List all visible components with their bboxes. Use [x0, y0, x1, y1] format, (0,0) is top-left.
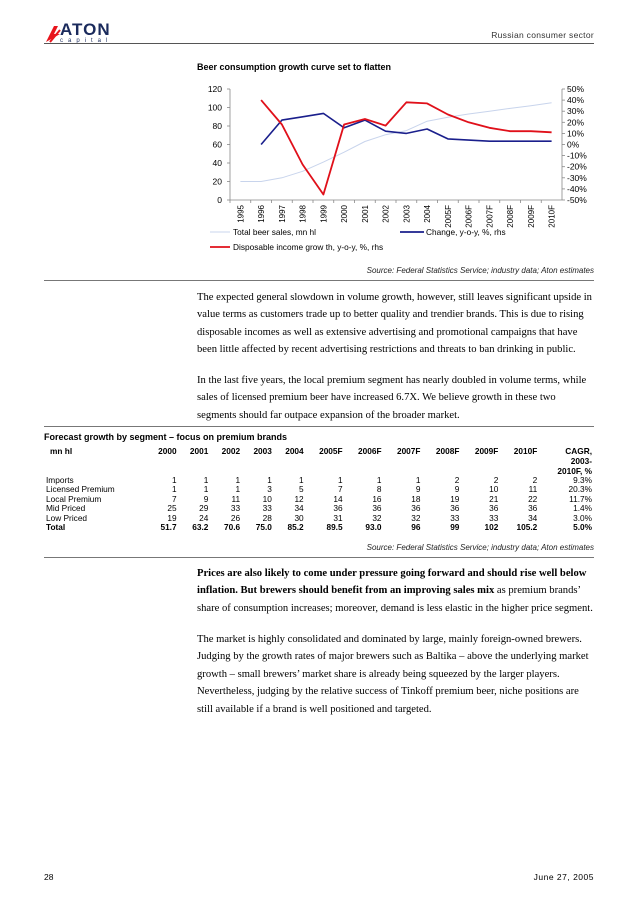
- x-tick-label: 1995: [236, 205, 246, 223]
- table-cell: 33: [262, 503, 272, 514]
- table-cell: 8: [376, 484, 382, 495]
- table-cell: 26: [230, 512, 241, 523]
- col-header: 2003: [253, 446, 272, 456]
- table-cell: 19: [167, 512, 177, 523]
- table-cell: 2: [493, 475, 499, 485]
- table-cell: 36: [450, 503, 460, 514]
- left-tick-label: 100: [207, 102, 222, 113]
- paragraph-consolidation: The market is highly consolidated and dominated by large, mainly foreign-owned brewers. Judging by the growth rates of major brewers such as Baltika – above the underlying market growth – small brewers’ market share is already being squeezed by the larger players. Nevertheless, judging by the relative success of Tinkoff premium beer, niche positions are still available if a brand is well positioned and targeted.: [197, 634, 589, 715]
- paragraph-prices: [197, 565, 595, 617]
- table-cell: 29: [199, 503, 209, 514]
- table-cell: 89.5: [326, 522, 343, 533]
- x-tick-label: 2000: [340, 205, 350, 223]
- table-cell: 1: [376, 475, 382, 485]
- col-header: 2010F: [513, 446, 538, 456]
- table-cell: 11: [231, 493, 241, 504]
- table-cell: 51.7: [160, 522, 177, 533]
- table-cell: 1: [337, 475, 343, 485]
- legend-label-change-yoy: Change, y-o-y, %, rhs: [426, 227, 506, 237]
- table-cell: 11.7%: [569, 493, 592, 504]
- forecast-table: [44, 446, 594, 532]
- logo-subtitle: capital: [60, 38, 113, 44]
- table-cell: 1: [235, 475, 241, 485]
- right-tick-label: 20%: [567, 117, 585, 128]
- table-cell: 7: [171, 493, 177, 504]
- table-cell: 12: [294, 493, 304, 504]
- legend-label-total-beer-sales: Total beer sales, mn hl: [233, 227, 317, 237]
- row-label: Low Priced: [46, 512, 88, 523]
- table-cell: 1: [203, 475, 209, 485]
- table-cell: 5: [299, 484, 304, 495]
- page-number: 28: [44, 872, 54, 882]
- table-cell: 32: [372, 512, 382, 523]
- chart-divider: [44, 280, 594, 281]
- right-tick-label: 10%: [567, 128, 585, 139]
- col-header-cagr: [539, 446, 594, 476]
- footer-date: June 27, 2005: [533, 872, 594, 882]
- x-tick-label: 1996: [257, 205, 267, 223]
- table-cell: 1.4%: [573, 503, 592, 514]
- cagr-header-line: 2003-: [570, 456, 592, 466]
- table-cell: 10: [489, 484, 499, 495]
- cagr-header-line: CAGR,: [565, 446, 592, 456]
- x-tick-label: 1999: [319, 205, 329, 223]
- table-cell: 36: [528, 503, 538, 514]
- logo-name: ATON: [60, 20, 111, 39]
- table-cell: 102: [484, 522, 499, 533]
- table-cell: 34: [528, 512, 538, 523]
- table-cell: 36: [411, 503, 421, 514]
- table-cell: 19: [450, 493, 460, 504]
- row-label: Local Premium: [46, 493, 102, 504]
- table-cell: 14: [333, 493, 343, 504]
- table-cell: 1: [171, 475, 177, 485]
- table-cell: 5.0%: [573, 522, 592, 533]
- table-cell: 1: [171, 484, 177, 495]
- table-row: [44, 485, 594, 494]
- series-line-disposable-income: [261, 100, 551, 194]
- paragraph-prices-rest: as premium brands’ share of consumption increases; moreover, demand is less elastic in the higher price segment.: [197, 585, 593, 614]
- col-header: 2001: [189, 446, 209, 456]
- right-tick-label: -10%: [567, 150, 587, 161]
- table-cell: 105.2: [516, 522, 538, 533]
- right-tick-label: -30%: [567, 172, 587, 183]
- right-tick-label: 50%: [567, 84, 585, 94]
- table-cell: 93.0: [365, 522, 382, 533]
- col-header: mn hl: [50, 446, 73, 456]
- row-label: Licensed Premium: [46, 484, 115, 495]
- table-cell: 1: [235, 484, 241, 495]
- row-label: Imports: [46, 475, 74, 485]
- table-cell: 3.0%: [573, 512, 592, 523]
- table-cell: 33: [489, 512, 499, 523]
- table-cell: 33: [230, 503, 241, 514]
- table-cell: 7: [337, 484, 343, 495]
- table-cell: 1: [203, 484, 209, 495]
- col-header: 2005F: [319, 446, 343, 456]
- x-tick-label: 2004: [423, 205, 433, 223]
- paragraph-prices-bold: Prices are also likely to come under pressure going forward and should rise well below inflation. But brewers should benefit from an improving sales mix: [197, 568, 587, 597]
- table-cell: 2: [454, 475, 460, 485]
- table-cell: 70.6: [223, 522, 241, 533]
- table-cell: 1: [415, 475, 421, 485]
- table-cell: 36: [489, 503, 499, 514]
- col-header: 2009F: [474, 446, 499, 456]
- left-tick-label: 80: [212, 121, 222, 131]
- table-cell: 32: [411, 512, 421, 523]
- table-cell: 1: [299, 475, 304, 485]
- table-top-divider: [44, 426, 594, 427]
- table-cell: 9.3%: [573, 475, 592, 485]
- row-label: Total: [46, 522, 66, 533]
- left-tick-label: 0: [217, 195, 222, 205]
- table-cell: 9: [203, 493, 209, 504]
- right-tick-label: -50%: [567, 195, 587, 205]
- cagr-header-line: 2010F, %: [557, 466, 592, 476]
- left-tick-label: 40: [212, 158, 222, 168]
- row-label: Mid Priced: [46, 503, 86, 514]
- table-cell: 99: [450, 522, 460, 533]
- x-tick-label: 2006F: [464, 205, 474, 228]
- table-cell: 28: [262, 512, 272, 523]
- col-header: 2002: [221, 446, 241, 456]
- table-cell: 9: [415, 484, 421, 495]
- table-source: Source: Federal Statistics Service; industry data; Aton estimates: [366, 543, 594, 552]
- right-tick-label: 0%: [567, 139, 580, 150]
- left-tick-label: 20: [212, 176, 222, 187]
- x-tick-label: 2002: [381, 205, 391, 223]
- right-tick-label: -40%: [567, 183, 587, 194]
- table-cell: 25: [167, 503, 177, 514]
- table-cell: 1: [267, 475, 272, 485]
- table-cell: 31: [333, 512, 343, 523]
- table-cell: 18: [411, 493, 421, 504]
- table-cell: 11: [528, 484, 538, 495]
- col-header: 2004: [285, 446, 304, 456]
- col-header: 2008F: [435, 446, 460, 456]
- section-title: Russian consumer sector: [491, 30, 594, 40]
- table-cell: 75.0: [255, 522, 272, 533]
- table-cell: 9: [454, 484, 460, 495]
- table-row: [44, 495, 594, 504]
- table-cell: 33: [450, 512, 460, 523]
- table-bottom-divider: [44, 557, 594, 558]
- table-cell: 24: [199, 512, 209, 523]
- left-tick-label: 120: [207, 84, 222, 94]
- table-cell: 21: [489, 493, 499, 504]
- table-cell: 36: [333, 503, 343, 514]
- col-header: 2007F: [396, 446, 421, 456]
- table-cell: 10: [262, 493, 272, 504]
- table-cell: 96: [411, 522, 421, 533]
- table-header-row: [44, 446, 594, 476]
- x-tick-label: 2001: [360, 205, 370, 223]
- chart-title: Beer consumption growth curve set to flatten: [197, 62, 392, 72]
- table-row: [44, 504, 594, 513]
- right-tick-label: 30%: [567, 106, 585, 117]
- table-row: [44, 523, 594, 532]
- table-cell: 16: [372, 493, 382, 504]
- table-cell: 30: [294, 512, 304, 523]
- x-tick-label: 1998: [298, 205, 308, 223]
- legend-label-disposable-income: Disposable income grow th, y-o-y, %, rhs: [233, 242, 384, 252]
- paragraph-premium-segment: In the last five years, the local premium segment has nearly doubled in volume terms, while sales of licensed premium beer have increased 6.7X. We believe growth in these two segments should far outpace expansion of the broader market.: [197, 375, 587, 421]
- table-cell: 2: [532, 475, 538, 485]
- paragraph-value-upside: The expected general slowdown in volume growth, however, still leaves significant upside in value terms as customers trade up to better quality and trendier brands. This is due to rising disposable incomes as well as extensive advertising and promotional campaigns that have been little affected by recent advertising restrictions and threats to ban drinking in public.: [197, 292, 592, 356]
- x-tick-label: 2005F: [443, 205, 453, 228]
- table-cell: 34: [294, 503, 304, 514]
- x-tick-label: 2008F: [506, 205, 516, 228]
- left-tick-label: 60: [212, 139, 222, 150]
- table-cell: 85.2: [287, 522, 304, 533]
- x-tick-label: 2007F: [485, 205, 495, 228]
- beer-consumption-chart: [190, 76, 600, 256]
- header-divider: [44, 43, 594, 44]
- right-tick-label: 40%: [567, 95, 585, 106]
- x-tick-label: 1997: [277, 205, 287, 223]
- x-tick-label: 2009F: [526, 205, 536, 228]
- table-cell: 22: [528, 493, 538, 504]
- table-row: [44, 514, 594, 523]
- table-cell: 20.3%: [568, 484, 592, 495]
- table-cell: 63.2: [192, 522, 209, 533]
- series-line-change-yoy: [261, 113, 551, 144]
- chart-source: Source: Federal Statistics Service; industry data; Aton estimates: [366, 266, 594, 275]
- right-tick-label: -20%: [567, 161, 587, 172]
- x-tick-label: 2003: [402, 205, 412, 223]
- table-cell: 3: [267, 484, 272, 495]
- col-header: 2006F: [358, 446, 382, 456]
- table-row: [44, 476, 594, 485]
- x-tick-label: 2010F: [547, 205, 557, 228]
- col-header: 2000: [158, 446, 177, 456]
- table-cell: 36: [372, 503, 382, 514]
- table-title: Forecast growth by segment – focus on premium brands: [44, 432, 288, 442]
